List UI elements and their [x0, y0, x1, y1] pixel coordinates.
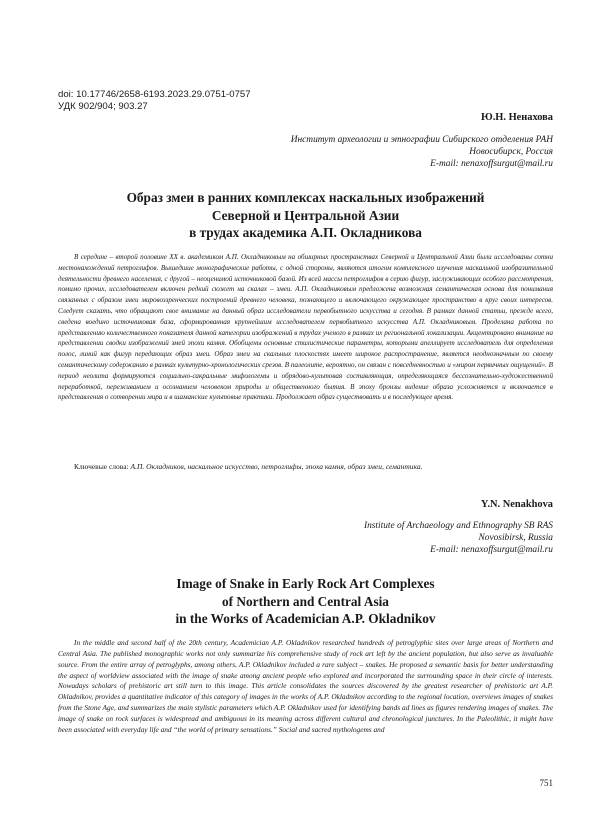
abstract-ru: В середине – второй половине XX в. академиком А.П. Окладниковым на обширных пространствах Северной и Центральной Азии были исследованы сотни местонахождений петроглифов. Вышедшие монографические работы, с одной стороны, являются итогом комплексного изучения наскальной изобразительной деятельности древнего населения, с другой – неоценимой источниковой базой. Из всей массы петроглифов в серию фигур, заслуживающих особого рассмотрения, помимо прочих, исследователем включен редкий сюжет на скалах – змеи. А.П. Окладниковым предложена возможная семантическая основа для понимания связанных с образом змеи мировоззренческих построений древнего человека, познающего и включающего окружающее пространство в круг своих интересов. Следует сказать, что обращают свое внимание на данный образ исследователи первобытного искусства и сегодня. В рамках данной статьи, прежде всего, сведена воедино источниковая база, сформированная крупнейшим исследователем первобытного искусства А.П. Окладниковым. Проделана работа по представлению количественного показателя данной категории изображений в трудах ученого в рамках их региональной локализации. Акцентировано внимание на представлении сводки изображений змей эпохи камня. Обобщены основные стилистические параметры, которыми апеллирует исследователь для определения полос, линий как фигур передающих образ змеи. Образ змеи на скальных плоскостях имеет широкое распространение, является неоднозначным по своему семантическому содержанию в рамках культурно-хронологических срезов. В палеолите, вероятно, он связан с повседневностью и «миром первичных ощущений». В период неолита формируются социально-сакральные мифологемы и обрядово-культовая составляющая, определяющаяся бессознательно-художественной переработкой, переживанием и осознанием человеком природы и общественного бытия. В эпоху бронзы видение образа усложняется и включается в представления о сотворении мира и в шаманские культовые практики. Продолжает образ существовать и в последующее время. — [58, 253, 553, 402]
udk-line: УДК 902/904; 903.27 — [58, 101, 148, 113]
affiliation-en — [364, 520, 553, 557]
author-name-ru: Ю.Н. Ненахова — [481, 112, 553, 123]
article-meta — [58, 89, 251, 114]
article-title-en — [58, 575, 553, 628]
title-line: Image of Snake in Early Rock Art Complexes — [176, 576, 435, 591]
title-line: in the Works of Academician A.P. Okladnikov — [175, 611, 436, 627]
city-en: Novosibirsk, Russia — [478, 533, 553, 544]
email-ru[interactable]: E-mail: nenaxoffsurgut@mail.ru — [430, 159, 553, 170]
keywords-ru — [58, 462, 553, 473]
title-line: of Northern and Central Asia — [222, 593, 389, 609]
article-title-ru — [58, 189, 553, 242]
keywords-label: Ключевые слова: — [74, 462, 129, 471]
email-en[interactable]: E-mail: nenaxoffsurgut@mail.ru — [430, 545, 553, 556]
institute-en: Institute of Archaeology and Ethnography SB RAS — [363, 521, 553, 531]
doi-line[interactable]: doi: 10.17746/2658-6193.2023.29.0751-0757 — [58, 89, 251, 100]
keywords-value: А.П. Окладников, наскальное искусство, петроглифы, эпоха камня, образ змеи, семантика. — [130, 462, 423, 471]
title-line: Северной и Центральной Азии — [211, 207, 400, 223]
author-name-en: Y.N. Nenakhova — [480, 499, 553, 510]
city-ru: Новосибирск, Россия — [469, 147, 553, 158]
page-number: 751 — [539, 778, 553, 788]
abstract-en: In the middle and second half of the 20th century, Academician A.P. Okladnikov researched hundreds of petroglyphic sites over large areas of Northern and Central Asia. The published monographic works not only summarize his comprehensive study of rock art left by the ancient population, but also serve as invaluable source. From the entire array of petroglyphs, among others, A.P. Okladnikov included a rare subject – snakes. He proposed a semantic basis for better understanding the aspect of worldview associated with the image of snake among ancient people who explored and incorporated the surrounding space in their circle of interests. Nowadays scholars of prehistoric art still turn to this image. This article consolidates the sources discovered by the greatest researcher of prehistoric art A.P. Okladnikov, provides a quantitative indicator of this category of images in the works of A.P. Okladnikov according to the regional location, overviews images of snakes from the Stone Age, and summarizes the main stylistic parameters which A.P. Okladnikov used for identifying bands ad lines as figures rendering images of snakes. The image of snake on rock surfaces is widespread and ambiguous in its meaning across different cultural and chronological junctures. In the Paleolithic, it might have been associated with everyday life and “the world of primary sensations.” Social and sacred mythologems and — [58, 638, 553, 734]
title-line: Образ змеи в ранних комплексах наскальных изображений — [126, 190, 485, 205]
affiliation-ru — [291, 134, 553, 171]
institute-ru: Институт археологии и этнографии Сибирского отделения РАН — [290, 135, 553, 145]
title-line: в трудах академика А.П. Окладникова — [189, 225, 422, 241]
